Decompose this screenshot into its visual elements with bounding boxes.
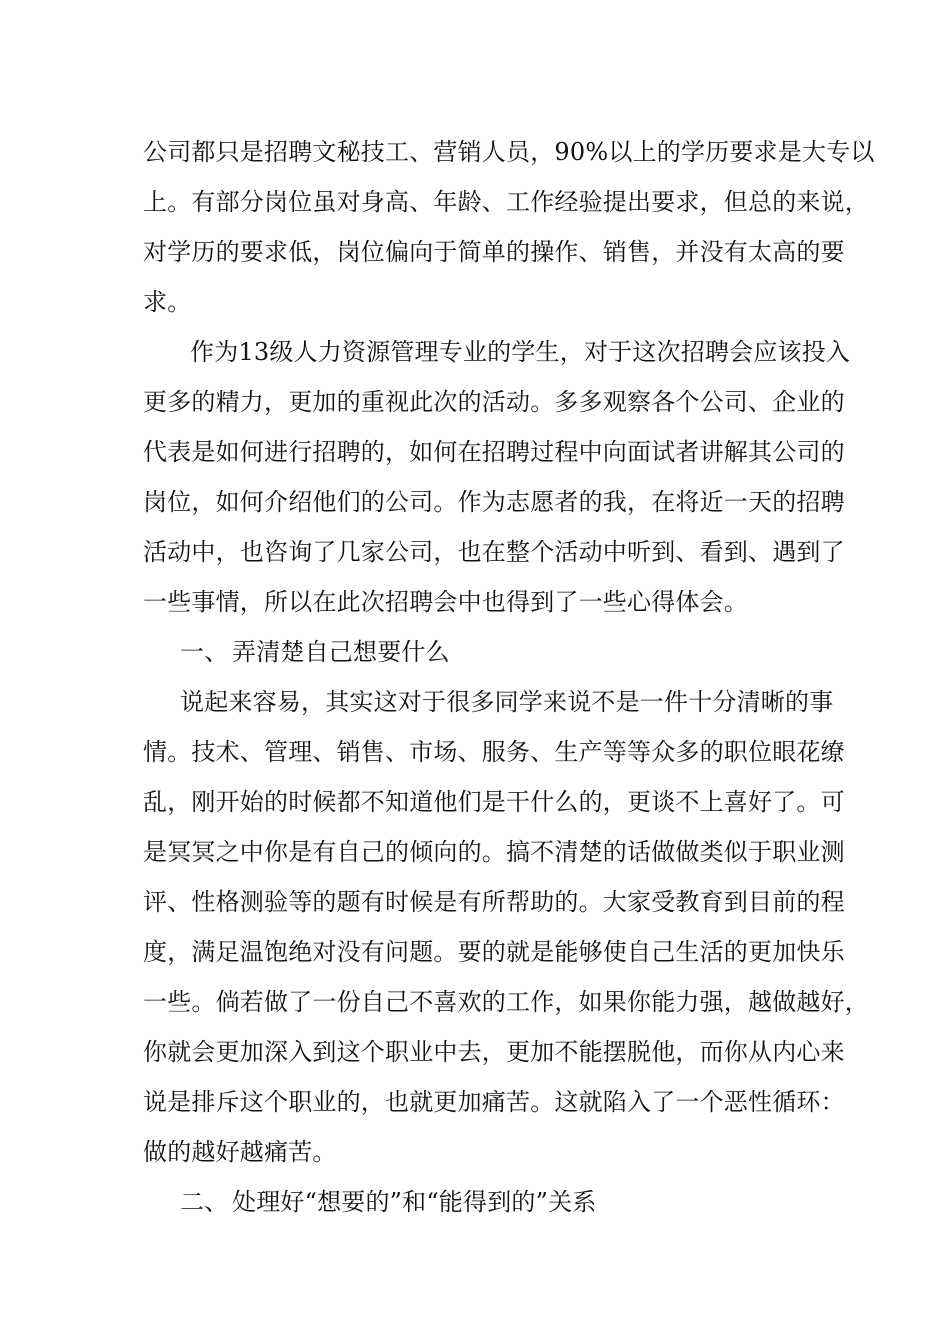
- paragraph-2-line-3: 代表是如何进行招聘的，如何在招聘过程中向面试者讲解其公司的: [143, 438, 845, 466]
- paragraph-3-line-6: 度，满足温饱绝对没有问题。要的就是能够使自己生活的更加快乐: [143, 938, 845, 966]
- paragraph-3-line-9: 说是排斥这个职业的，也就更加痛苦。这就陷入了一个恶性循环：: [143, 1088, 845, 1116]
- paragraph-3-line-8: 你就会更加深入到这个职业中去，更加不能摆脱他，而你从内心来: [143, 1038, 845, 1066]
- section-heading-1-number: 一、: [180, 638, 229, 666]
- paragraph-2-line-1: 作为13级人力资源管理专业的学生，对于这次招聘会应该投入: [190, 338, 851, 366]
- paragraph-2-line-4: 岗位，如何介绍他们的公司。作为志愿者的我，在将近一天的招聘: [143, 488, 845, 516]
- paragraph-3-line-4: 是冥冥之中你是有自己的倾向的。搞不清楚的话做做类似于职业测: [143, 838, 845, 866]
- paragraph-3-line-2: 情。技术、管理、销售、市场、服务、生产等等众多的职位眼花缭: [143, 738, 845, 766]
- paragraph-1-line-1: 公司都只是招聘文秘技工、营销人员，90%以上的学历要求是大专以: [143, 138, 875, 166]
- section-heading-2-text: 处理好“想要的”和“能得到的”关系: [232, 1188, 597, 1216]
- paragraph-3-line-7: 一些。倘若做了一份自己不喜欢的工作，如果你能力强，越做越好，: [143, 988, 869, 1016]
- section-heading-1-text: 弄清楚自己想要什么: [232, 638, 450, 666]
- paragraph-1-line-4: 求。: [143, 288, 192, 316]
- section-heading-1: [180, 636, 450, 668]
- section-heading-2-number: 二、: [180, 1188, 229, 1216]
- paragraph-3-line-10: 做的越好越痛苦。: [143, 1138, 337, 1166]
- paragraph-1-line-2: 上。有部分岗位虽对身高、年龄、工作经验提出要求，但总的来说，: [143, 188, 869, 216]
- section-heading-2: [180, 1186, 596, 1218]
- paragraph-3-line-3: 乱，刚开始的时候都不知道他们是干什么的，更谈不上喜好了。可: [143, 788, 845, 816]
- paragraph-2-line-5: 活动中，也咨询了几家公司，也在整个活动中听到、看到、遇到了: [143, 538, 845, 566]
- paragraph-2-line-6: 一些事情，所以在此次招聘会中也得到了一些心得体会。: [143, 588, 748, 616]
- paragraph-3-line-5: 评、性格测验等的题有时候是有所帮助的。大家受教育到目前的程: [143, 888, 845, 916]
- paragraph-3-line-1: 说起来容易，其实这对于很多同学来说不是一件十分清晰的事: [180, 688, 834, 716]
- paragraph-2-line-2: 更多的精力，更加的重视此次的活动。多多观察各个公司、企业的: [143, 388, 845, 416]
- paragraph-1-line-3: 对学历的要求低，岗位偏向于简单的操作、销售，并没有太高的要: [143, 238, 845, 266]
